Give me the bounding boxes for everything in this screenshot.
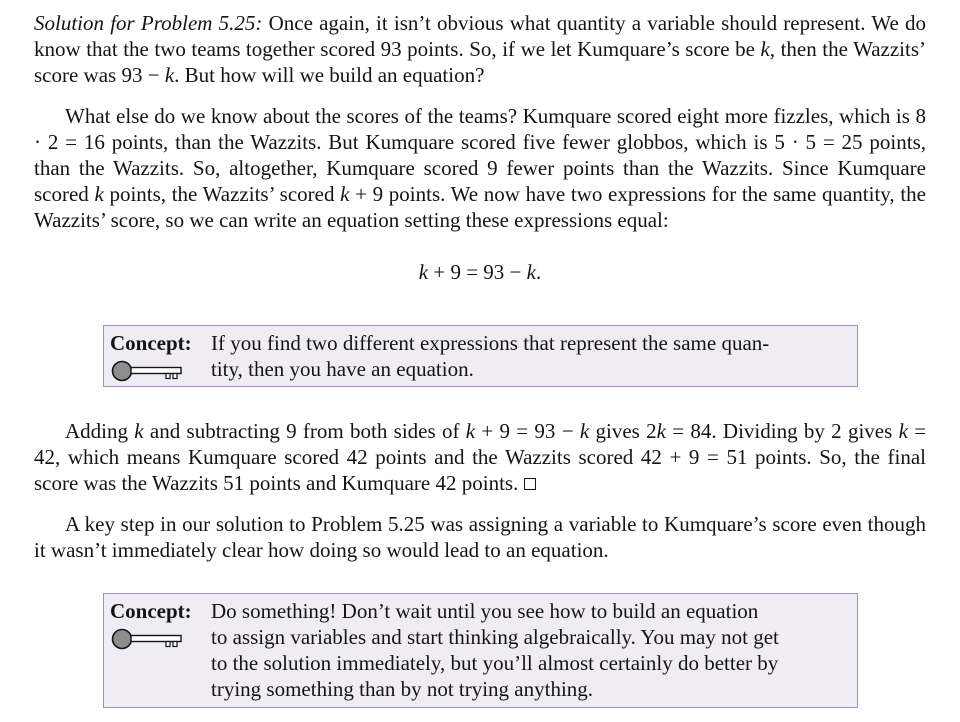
- algebra-paragraph: Adding k and subtracting 9 from both sides of k + 9 = 93 − k gives 2k = 84. Dividing by 2 gives k = 42, which means Kumquare scored 42 points and the Wazzits scored 42 + 9 = 51 points. So, the final score was the Wazzits 51 points and Kumquare 42 points.: [34, 419, 927, 495]
- key-step-paragraph: A key step in our solution to Problem 5.25 was assigning a variable to Kumquare’s score even though it wasn’t immediately clear how doing so would lead to an equation.: [34, 512, 926, 562]
- concept-line: to assign variables and start thinking algebraically. You may not get: [211, 625, 779, 649]
- concept-heading: Concept:: [110, 331, 192, 355]
- concept-heading: Concept:: [110, 599, 192, 623]
- display-equation: k + 9 = 93 − k.: [418, 260, 542, 284]
- solution-label: Solution for Problem 5.25:: [34, 11, 263, 35]
- key-icon: [110, 628, 188, 650]
- reasoning-paragraph: What else do we know about the scores of the teams? Kumquare scored eight more fizzles, which is 8 · 2 = 16 points, than the Wazzits. But Kumquare scored five fewer globbos, which is 5 · 5 = 25 points, than the Wazzits. So, altogether, Kumquare scored 9 fewer points than the Wazzits. Since Kumquare scored k points, the Wazzits’ scored k + 9 points. We now have two expressions for the same quantity, the Wazzits’ score, so we can write an equation setting these expressions equal:: [34, 104, 926, 232]
- concept-box-2: [103, 593, 858, 708]
- end-of-proof-box: [524, 478, 536, 490]
- key-icon: [110, 360, 188, 382]
- concept-line: tity, then you have an equation.: [211, 357, 474, 381]
- concept-line: trying something than by not trying anything.: [211, 677, 594, 701]
- concept-line: If you find two different expressions that represent the same quan-: [211, 331, 770, 355]
- concept-line: Do something! Don’t wait until you see how to build an equation: [211, 599, 759, 623]
- concept-box-1: [103, 325, 858, 387]
- solution-paragraph: Solution for Problem 5.25: Once again, it isn’t obvious what quantity a variable should represent. We do know that the two teams together scored 93 points. So, if we let Kumquare’s score be k, then the Wazzits’ score was 93 − k. But how will we build an equation?: [34, 11, 927, 87]
- concept-line: to the solution immediately, but you’ll almost certainly do better by: [211, 651, 779, 675]
